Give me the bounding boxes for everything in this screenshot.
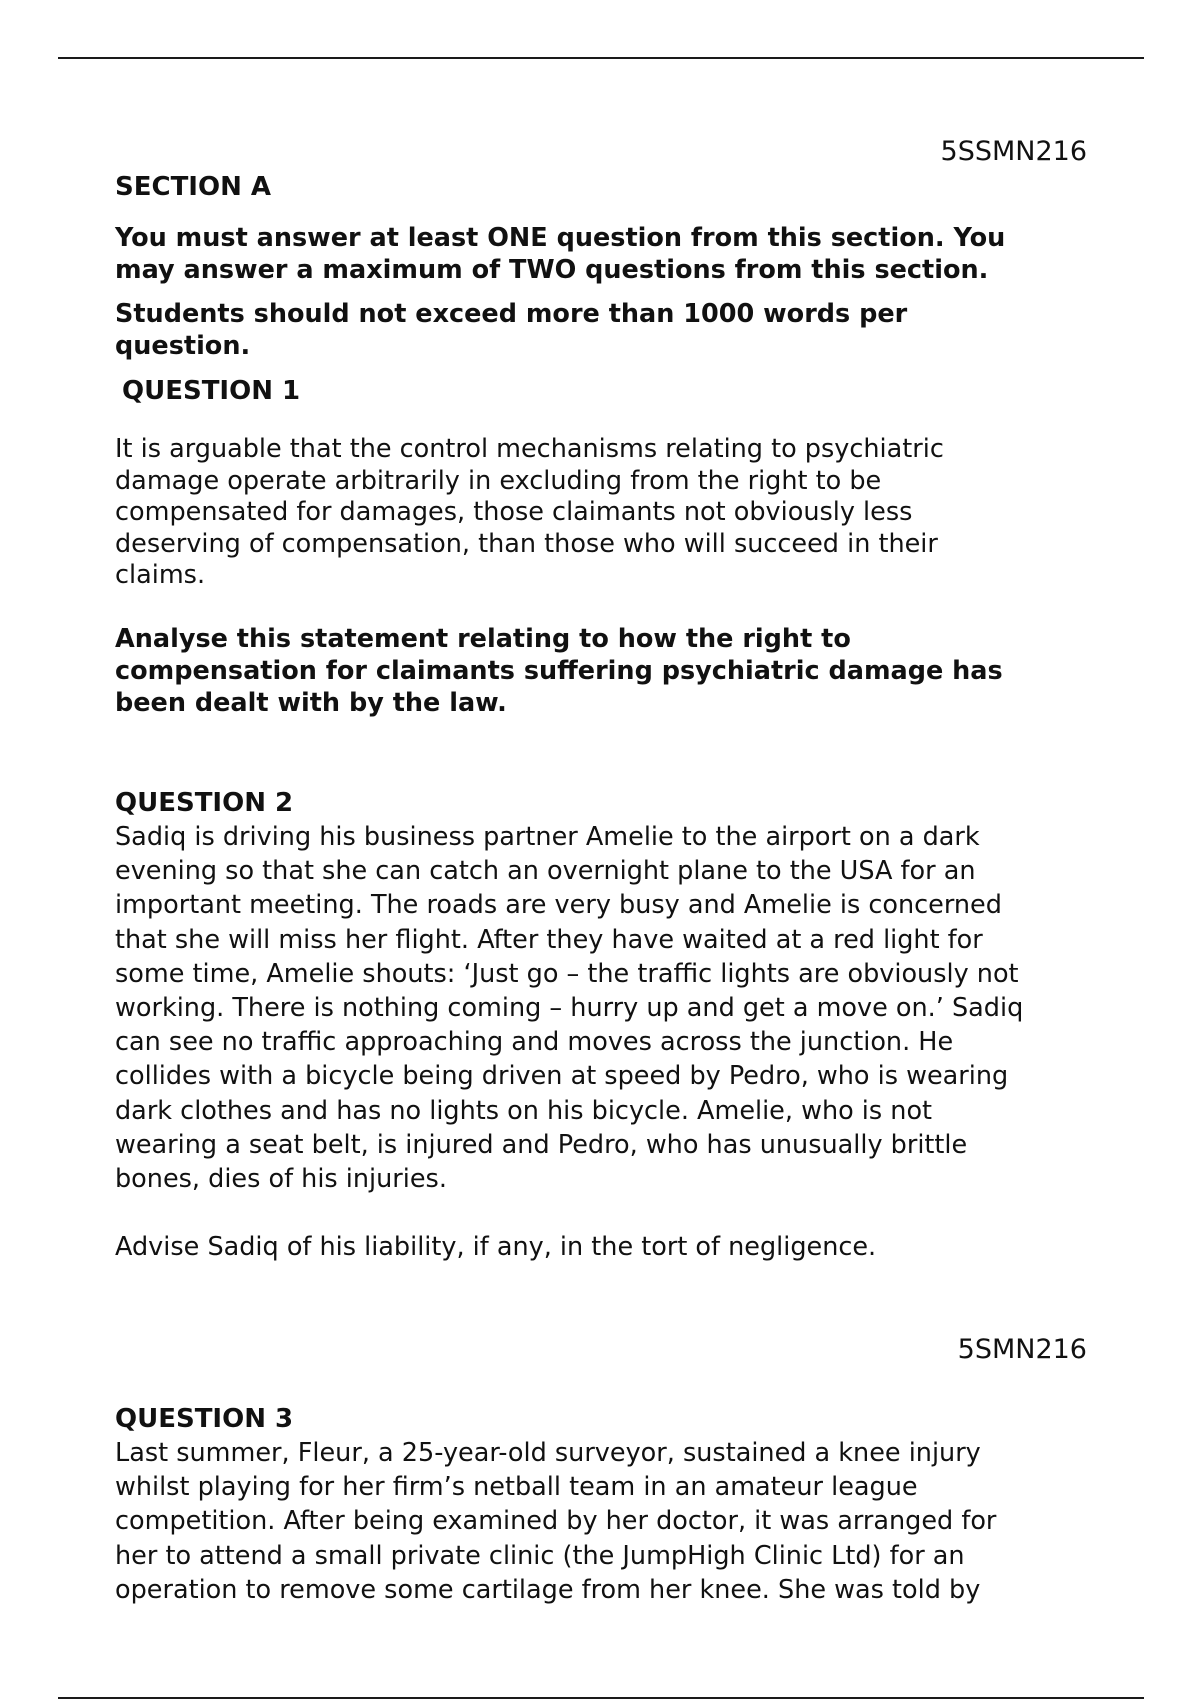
question-1-task — [115, 623, 1095, 719]
question-1-statement-line: compensated for damages, those claimants not obviously less — [115, 497, 913, 527]
question-3-scenario-line: competition. After being examined by her doctor, it was arranged for — [115, 1506, 997, 1537]
section-instructions-line: may answer a maximum of TWO questions from this section. — [115, 255, 989, 285]
question-3-scenario-line: whilst playing for her firm’s netball team in an amateur league — [115, 1472, 918, 1503]
section-title: SECTION A — [115, 172, 272, 202]
question-1-statement — [115, 434, 1095, 592]
question-2-scenario-line: that she will miss her flight. After they have waited at a red light for — [115, 924, 983, 955]
question-2-scenario-line: wearing a seat belt, is injured and Pedro, who has unusually brittle — [115, 1129, 968, 1160]
word-limit-note — [115, 298, 1095, 362]
section-instructions — [115, 222, 1095, 286]
top-rule — [58, 57, 1144, 59]
question-3-scenario-line: Last summer, Fleur, a 25-year-old surveyor, sustained a knee injury — [115, 1438, 981, 1468]
question-2-scenario-line: can see no traffic approaching and moves across the junction. He — [115, 1027, 954, 1058]
word-limit-line: Students should not exceed more than 1000 words per — [115, 299, 908, 329]
word-limit-line: question. — [115, 331, 251, 361]
question-2-scenario-line: bones, dies of his injuries. — [115, 1164, 447, 1195]
question-2-task: Advise Sadiq of his liability, if any, in the tort of negligence. — [115, 1232, 877, 1262]
course-code: 5SMN216 — [957, 1334, 1087, 1365]
question-1-statement-line: It is arguable that the control mechanisms relating to psychiatric — [115, 434, 944, 464]
question-2-scenario-line: collides with a bicycle being driven at speed by Pedro, who is wearing — [115, 1061, 1009, 1092]
question-2-heading: QUESTION 2 — [115, 788, 294, 818]
course-code: 5SSMN216 — [940, 136, 1087, 167]
question-2-scenario-line: dark clothes and has no lights on his bicycle. Amelie, who is not — [115, 1095, 933, 1126]
question-2-scenario-line: some time, Amelie shouts: ‘Just go – the traffic lights are obviously not — [115, 958, 1019, 989]
question-2-scenario-line: Sadiq is driving his business partner Amelie to the airport on a dark — [115, 822, 980, 852]
question-1-task-line: compensation for claimants suffering psychiatric damage has — [115, 656, 1003, 686]
bottom-rule — [58, 1697, 1144, 1699]
question-1-statement-line: deserving of compensation, than those who will succeed in their — [115, 528, 938, 559]
question-2-scenario-line: evening so that she can catch an overnight plane to the USA for an — [115, 856, 976, 887]
question-3-scenario — [115, 1436, 1115, 1607]
question-1-statement-line: claims. — [115, 560, 206, 590]
question-3-heading: QUESTION 3 — [115, 1404, 294, 1434]
question-1-task-line: Analyse this statement relating to how the right to — [115, 624, 851, 654]
question-2-scenario-line: working. There is nothing coming – hurry up and get a move on.’ Sadiq — [115, 993, 1024, 1024]
question-1-heading: QUESTION 1 — [122, 376, 301, 406]
question-3-scenario-line: operation to remove some cartilage from her knee. She was told by — [115, 1574, 981, 1605]
question-3-scenario-line: her to attend a small private clinic (the JumpHigh Clinic Ltd) for an — [115, 1540, 965, 1571]
section-instructions-line: You must answer at least ONE question from this section. You — [115, 223, 1006, 253]
question-2-scenario — [115, 820, 1115, 1196]
question-1-task-line: been dealt with by the law. — [115, 688, 507, 718]
question-2-scenario-line: important meeting. The roads are very busy and Amelie is concerned — [115, 890, 1002, 921]
question-1-statement-line: damage operate arbitrarily in excluding from the right to be — [115, 465, 882, 496]
